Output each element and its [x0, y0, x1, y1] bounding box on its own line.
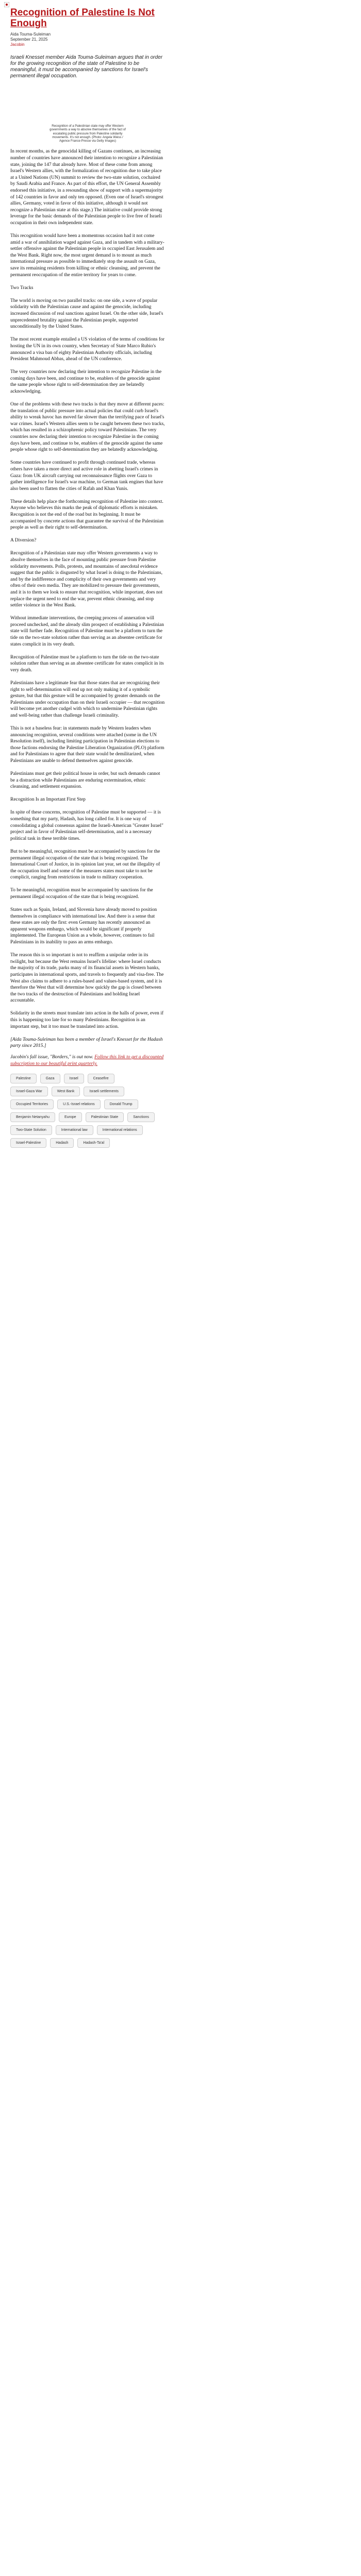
- issue-promo-text: Jacobin's fall issue, "Borders," is out now.: [10, 1055, 93, 1060]
- body-paragraph: Solidarity in the streets must translate into action in the halls of power, even if this is happening too late for so many Palestinians. Recognition is an important step, but it too must be translated into action.: [10, 1011, 163, 1029]
- pull-quote: Recognition of Palestine must be a platform to turn the tide on the two-state solution rather than serving as an absentee certificate for states complicit in its very death.: [10, 654, 164, 673]
- pull-quote: The very countries now declaring their intention to recognize Palestine in the coming days have been, and continue to be, enablers of the genocide against the same people whose right to self-determination they are belatedly acknowledging.: [10, 369, 162, 394]
- section-link[interactable]: Jacobin: [10, 42, 25, 47]
- article-body: [10, 148, 165, 1030]
- author-bio: [Aida Touma-Suleiman has been a member of Israel's Knesset for the Hadash party since 2015.]: [10, 1037, 163, 1049]
- tag-item[interactable]: Sanctions: [127, 1112, 155, 1122]
- body-paragraph: One of the problems with these two tracks is that they move at different paces: the translation of public pressure into actual policies that could curb Israel's ability to wreak havoc has moved far slower than the terrifying pace of Israel's war crimes. Israel's Western allies seem to be caught between these two tracks, which has resulted in a schizophrenic policy toward Palestinians. The very countries now declaring their intention to recognize Palestine in the coming days have been, and continue to be, enablers of the genocide against the same people whose right to self-determination they are belatedly acknowledging.: [10, 402, 165, 453]
- author-name: Aida Touma-Suleiman: [10, 32, 51, 37]
- subscription-link[interactable]: Follow this link to get a discounted subscription to our beautiful print quarterly.: [10, 1055, 164, 1066]
- body-paragraph: The world is moving on two parallel tracks: on one side, a wave of popular solidarity with the Palestinian cause and against the genocide, including increased discussion of real sanctions against Israel. On the other side, Israel's unprecedented brutality against the Palestinian people, supported unconditionally by the United States.: [10, 298, 163, 330]
- body-paragraph: In recent months, as the genocidal killing of Gazans continues, an increasing number of countries have announced their intention to recognize a Palestinian state, joining the 147 that already have. Most of these come from among Israel's Western allies, with the formalization of recognition due to take place at a United Nations (UN) summit to review the two-state solution, cochaired by Saudi Arabia and France. As part of this effort, the UN General Assembly endorsed this initiative, in a resounding show of support with a supermajority of 142 countries in favor and only ten opposed. (Even one of Israel's strongest allies, Germany, voted in favor of this initiative, although it would not recognize a Palestinian state at this stage.) The initiative could provide strong leverage for the basic demands of the Palestinian people to live free of Israeli occupation in their own independent state.: [10, 149, 163, 226]
- body-paragraph: Without immediate interventions, the creeping process of annexation will proceed unchecked, and the already slim prospect of establishing a Palestinian state will further fade. Recognition of Palestine must be a platform to turn the tide on the two-state solution rather than serving as an absentee certificate for states complicit in its very death.: [10, 616, 164, 647]
- tag-item[interactable]: International relations: [97, 1125, 143, 1135]
- tag-item[interactable]: Occupied Territories: [10, 1099, 54, 1109]
- article-title[interactable]: Recognition of Palestine Is Not Enough: [10, 7, 155, 29]
- publish-date: September 21, 2025: [10, 37, 48, 42]
- body-paragraph: In spite of these concerns, recognition of Palestine must be supported — it is something that my party, Hadash, has long called for. It is one way of consolidating a global consensus against the Israeli-American "Greater Israel" project and in favor of Palestinian self-determination, and is a necessary political task in these terrible times.: [10, 810, 163, 841]
- tag-item[interactable]: Israel-Gaza War: [10, 1087, 48, 1096]
- site-logo-icon[interactable]: [4, 2, 9, 7]
- tag-item[interactable]: West Bank: [52, 1087, 80, 1096]
- photo-caption: Recognition of a Palestinian state may offer Western governments a way to absolve themselves of the fact of escalating public pressure from Palestine solidarity movements. It's not enough. (Photo: Angela Weiss / Agence France-Presse via Getty Images): [50, 125, 126, 143]
- tag-item[interactable]: Two-State Solution: [10, 1125, 52, 1135]
- section-heading: Two Tracks: [10, 285, 34, 291]
- body-paragraph: Recognition of a Palestinian state may offer Western governments a way to absolve themselves in the face of mounting public pressure from Palestine solidarity movements. Polls, protests, and mountains of anecdotal evidence suggest that the public is disgusted by what Israel is doing to the Palestinians, and by the indifference and complicity of their own governments and very often of their own media. They are mobilized to pressure their governments, and it is to them we look to ensure that recognition, while important, does not replace the urgent need to end the war, prevent ethnic cleansing, and stop settler violence in the West Bank.: [10, 551, 162, 608]
- section-heading: A Diversion?: [10, 538, 37, 544]
- body-paragraph: This is not a baseless fear: in statements made by Western leaders when announcing recognition, several conditions were attached (some in the UN Resolution itself), including limiting participation in Palestinian elections to those factions endorsing the Palestine Liberation Organization (PLO) platform and for Palestinians to agree that their state would be demilitarized, when Palestinians are unable to defend themselves against genocide.: [10, 726, 165, 764]
- article-photo: [49, 83, 126, 143]
- tag-item[interactable]: Israel: [64, 1074, 84, 1083]
- tag-item[interactable]: Benjamin Netanyahu: [10, 1112, 55, 1122]
- tag-item[interactable]: Israel-Palestine: [10, 1138, 46, 1148]
- article-meta: [10, 32, 165, 47]
- tag-item[interactable]: Palestinian State: [86, 1112, 124, 1122]
- tag-item[interactable]: Ceasefire: [88, 1074, 114, 1083]
- body-paragraph: Palestinians have a legitimate fear that those states that are recognizing their right to self-determination will end up not only making it of a symbolic gesture, but that this gesture will be accompanied by greater demands on the Palestinians under occupation than on their Israeli occupier — that recognition will become yet another cudgel with which to undermine Palestinian rights and well-being rather than challenge Israeli criminality.: [10, 680, 165, 718]
- body-paragraph: States such as Spain, Ireland, and Slovenia have already moved to position themselves in compliance with international law. And there is a sense that these states are only the first: even Germany has recently announced an apparent weapons embargo, which would be significant if properly implemented. The European Union as a whole, however, continues to fail Palestinians in its inability to pass an arms embargo.: [10, 907, 157, 945]
- tag-item[interactable]: Hadash: [50, 1138, 74, 1148]
- section-heading: Recognition Is an Important First Step: [10, 797, 86, 803]
- tag-item[interactable]: U.S.-Israel relations: [57, 1099, 100, 1109]
- photo-image: [49, 83, 126, 125]
- tag-item[interactable]: Gaza: [40, 1074, 60, 1083]
- pull-quote: To be meaningful, recognition must be accompanied by sanctions for the permanent illegal occupation of the state that is being recognized.: [10, 888, 153, 900]
- tag-item[interactable]: Palestine: [10, 1074, 37, 1083]
- issue-promo: [10, 1054, 165, 1067]
- body-paragraph: These details help place the forthcoming recognition of Palestine into context. Anyone who believes this marks the peak of diplomatic efforts is mistaken. Recognition is not the end of the road but its beginning. It must be accompanied by concrete actions that guarantee the survival of the Palestinian people as well as their right to self-determination.: [10, 499, 164, 531]
- tag-list: [10, 1074, 155, 1148]
- body-paragraph: Palestinians must get their political house in order, but such demands cannot be a distraction while Palestinians are enduring extermination, ethnic cleansing, and settlement expansion.: [10, 771, 160, 790]
- body-paragraph: But to be meaningful, recognition must be accompanied by sanctions for the permanent illegal occupation of the state that is being recognized. The International Court of Justice, in its opinion last year, set out the illegality of the occupation itself and some of the measures states must take to not be complicit, ranging from restrictions in trade to military cooperation.: [10, 849, 160, 880]
- body-paragraph: The most recent example entailed a US violation of the terms of conditions for hosting the UN in its own country, when Secretary of State Marco Rubio's announced a visa ban of eighty Palestinian Authority officials, including President Mahmoud Abbas, ahead of the UN conference.: [10, 337, 165, 362]
- tag-item[interactable]: Donald Trump: [104, 1099, 138, 1109]
- tag-item[interactable]: Europe: [59, 1112, 82, 1122]
- tag-item[interactable]: International law: [56, 1125, 93, 1135]
- body-paragraph: This recognition would have been a momentous occasion had it not come amid a war of annihilation waged against Gaza, and in tandem with a military-settler offensive against the Palestinian people in occupied East Jerusalem and the West Bank. Right now, the most urgent demand is to mount as much international pressure as possible to immediately stop the assault on Gaza, save its remaining residents from killing or ethnic cleansing, and prevent the permanent reoccupation of the entire territory for years to come.: [10, 233, 165, 278]
- tag-item[interactable]: Hadash-Ta'al: [77, 1138, 110, 1148]
- body-paragraph: The reason this is so important is not to reaffirm a unipolar order in its twilight, but because the West remains Israel's lifeline: where Israel conducts the majority of its trade, parks many of its financial assets in Western banks, participates in international sports, and travels to frequently and visa-free. The West also claims to adhere to a rules-based and values-based system, and it is therefore the West that will determine how quickly the gap is closed between the two tracks of the destruction of Palestinians and holding Israel accountable.: [10, 953, 164, 1004]
- body-paragraph: Some countries have continued to profit through continued trade, whereas others have taken a more direct and active role in abetting Israel's crimes in Gaza: from UK aircraft carrying out reconnaissance flights over Gaza to gather intelligence for Israel's war machine, to German tank engines that have also been used to flatten the cities of Rafah and Khan Yunis.: [10, 460, 163, 492]
- article: [10, 7, 165, 1148]
- article-lede: Israeli Knesset member Aida Touma-Suleiman argues that in order for the growing recognition of the state of Palestine to be meaningful, it must be accompanied by sanctions for Israel's permanent illegal occupation.: [10, 55, 162, 79]
- tag-item[interactable]: Israeli settlements: [84, 1087, 124, 1096]
